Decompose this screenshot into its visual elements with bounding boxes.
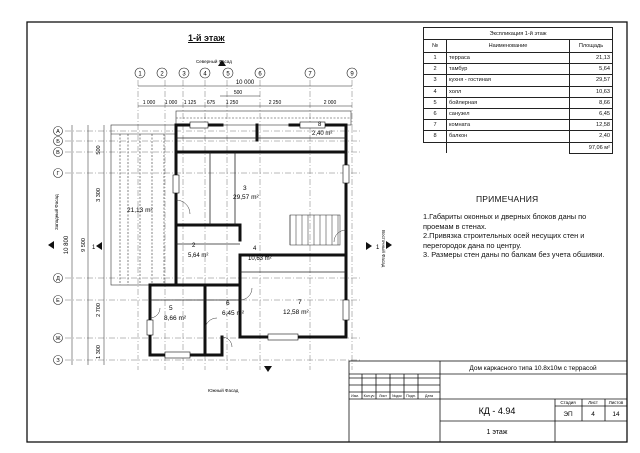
axis-label: В	[56, 150, 60, 156]
explication-name: тамбур	[447, 64, 570, 75]
note-item: 3. Размеры стен даны по балкам без учета обшивки.	[423, 250, 605, 260]
room-4-num: 4	[253, 246, 257, 252]
stamp-sheets-label: Листов	[608, 400, 624, 405]
west-facade-arrow	[48, 241, 54, 249]
stamp-code: КД - 4.94	[478, 406, 516, 416]
top-dim-value: 1 000	[164, 100, 178, 106]
overall-width-dim: 10 000	[235, 80, 255, 86]
axis-label: 2	[160, 71, 164, 78]
stamp-row-label: Подп.	[406, 394, 416, 398]
top-dim-value: 675	[206, 100, 216, 106]
stamp-stage: ЭП	[563, 411, 573, 418]
stamp-stage-label: Стадия	[560, 400, 576, 405]
explication-num: 1	[424, 53, 447, 64]
section-mark-right: 1	[376, 245, 380, 251]
top-dim-value: 2 000	[323, 100, 337, 106]
stamp-sheet-title: 1 этаж	[486, 429, 508, 436]
section-mark-left-arrow	[96, 242, 102, 250]
explication-name: санузел	[447, 108, 570, 119]
explication-header-num: №	[424, 40, 447, 53]
axis-label: 3	[182, 71, 186, 78]
explication-caption: Экспликация 1-й этаж	[424, 28, 613, 40]
explication-name: терраса	[447, 53, 570, 64]
explication-total: 97,06 м²	[570, 142, 613, 153]
stairs	[290, 215, 340, 245]
explication-area: 10,63	[570, 86, 613, 97]
explication-num: 2	[424, 64, 447, 75]
room-2-area: 5,64 m²	[188, 253, 209, 259]
axis-label: 4	[203, 71, 207, 78]
explication-row	[424, 108, 613, 119]
explication-area: 2,40	[570, 131, 613, 142]
axis-label: Д	[56, 276, 60, 282]
axis-label: 6	[258, 71, 262, 78]
room-3-num: 3	[243, 185, 247, 192]
room-6-num: 6	[226, 300, 230, 307]
axis-label: Ж	[55, 336, 61, 342]
top-dim-value: 2 250	[268, 100, 282, 106]
west-facade-label: Западный Фасад	[54, 194, 59, 230]
room-8-area: 2,40 m²	[312, 131, 333, 137]
explication-name: бойлерная	[447, 97, 570, 108]
axis-label: 9	[350, 71, 354, 78]
room-8-num: 8	[318, 122, 322, 128]
axis-label: Е	[56, 298, 60, 304]
north-facade-label: Северный Фасад	[196, 59, 232, 64]
door-swings	[150, 200, 346, 347]
stamp-row-label: Лист	[379, 394, 387, 398]
top-dims-row2	[143, 100, 337, 106]
terrace-outline	[111, 125, 176, 285]
explication-row	[424, 75, 613, 86]
stamp-row-label: Дата	[425, 394, 433, 398]
explication-area: 21,13	[570, 53, 613, 64]
axis-label: 5	[226, 71, 230, 78]
axis-label: Б	[56, 139, 60, 145]
stamp-project-title: Дом каркасного типа 10.8х10м с террасой	[469, 365, 597, 372]
stamp-row-labels	[351, 394, 433, 398]
note-item: 1.Габариты оконных и дверных блоков даны по проемам в стенах.	[423, 212, 587, 231]
explication-name: балкон	[447, 131, 570, 142]
axis-label: 7	[308, 71, 312, 78]
section-mark-right-arrow	[366, 242, 372, 250]
section-mark-left: 1	[92, 245, 96, 251]
explication-num: 3	[424, 75, 447, 86]
explication-rows	[424, 53, 613, 143]
room-4-area: 10,63 m²	[248, 256, 272, 262]
partitions	[150, 138, 346, 300]
explication-row	[424, 86, 613, 97]
stamp-sheet: 4	[591, 411, 595, 418]
room-5-area: 8,66 m²	[164, 315, 187, 322]
explication-num: 6	[424, 108, 447, 119]
explication-header-name: Наименование	[447, 40, 570, 53]
left-dim-9500: 9 500	[81, 238, 87, 252]
room-2-num: 2	[192, 243, 196, 249]
explication-num: 4	[424, 86, 447, 97]
notes-list	[423, 212, 613, 260]
axis-label: А	[56, 129, 60, 135]
explication-table	[423, 27, 613, 154]
south-facade-arrow	[264, 366, 272, 372]
room-3-area: 29,57 m²	[233, 194, 259, 201]
explication-name: комната	[447, 120, 570, 131]
explication-area: 6,45	[570, 108, 613, 119]
room-5-num: 5	[169, 305, 173, 312]
note-item: 2.Привязка строительных осей несущих стен и перегородок дана по центру.	[423, 231, 585, 250]
explication-name: холл	[447, 86, 570, 97]
overall-height-dim: 10 800	[64, 235, 70, 255]
top-dim-500: 500	[233, 90, 243, 96]
explication-num: 7	[424, 120, 447, 131]
explication-row	[424, 131, 613, 142]
stamp-row-label: Кол.уч	[363, 394, 375, 398]
drawing-title: 1-й этаж	[188, 33, 225, 43]
east-facade-label: Восточный Фасад	[381, 230, 386, 268]
explication-header-area: Площадь	[570, 40, 613, 53]
stamp-row-label: №док	[392, 394, 402, 398]
explication-row	[424, 97, 613, 108]
explication-row	[424, 53, 613, 64]
left-dim-500: 500	[96, 145, 102, 155]
room-1-area: 21,13 m²	[127, 207, 153, 214]
stamp-sheet-label: Лист	[588, 400, 598, 405]
explication-row	[424, 64, 613, 75]
left-dim-2700: 2 700	[96, 303, 102, 317]
room-6-area: 6,45 m²	[222, 310, 245, 317]
top-dim-value: 1 250	[225, 100, 239, 106]
left-dim-3300: 3 300	[96, 188, 102, 202]
explication-row	[424, 120, 613, 131]
explication-name: кухня - гостиная	[447, 75, 570, 86]
axis-label: З	[56, 358, 60, 364]
explication-num: 8	[424, 131, 447, 142]
axis-label: 1	[138, 71, 142, 78]
explication-area: 29,57	[570, 75, 613, 86]
axis-label: Г	[56, 171, 60, 177]
explication-num: 5	[424, 97, 447, 108]
south-facade-label: Южный Фасад	[208, 388, 239, 393]
room-7-num: 7	[298, 299, 302, 306]
explication-area: 5,64	[570, 64, 613, 75]
room-7-area: 12,58 m²	[283, 309, 309, 316]
explication-area: 8,66	[570, 97, 613, 108]
stamp-row-label: Изм.	[351, 394, 359, 398]
explication-area: 12,58	[570, 120, 613, 131]
left-dim-1300: 1 300	[96, 345, 102, 359]
top-dim-value: 1 000	[142, 100, 156, 106]
notes-heading: ПРИМЕЧАНИЯ	[476, 194, 539, 204]
stamp-sheets: 14	[612, 411, 620, 418]
top-dim-value: 1 125	[183, 100, 197, 106]
